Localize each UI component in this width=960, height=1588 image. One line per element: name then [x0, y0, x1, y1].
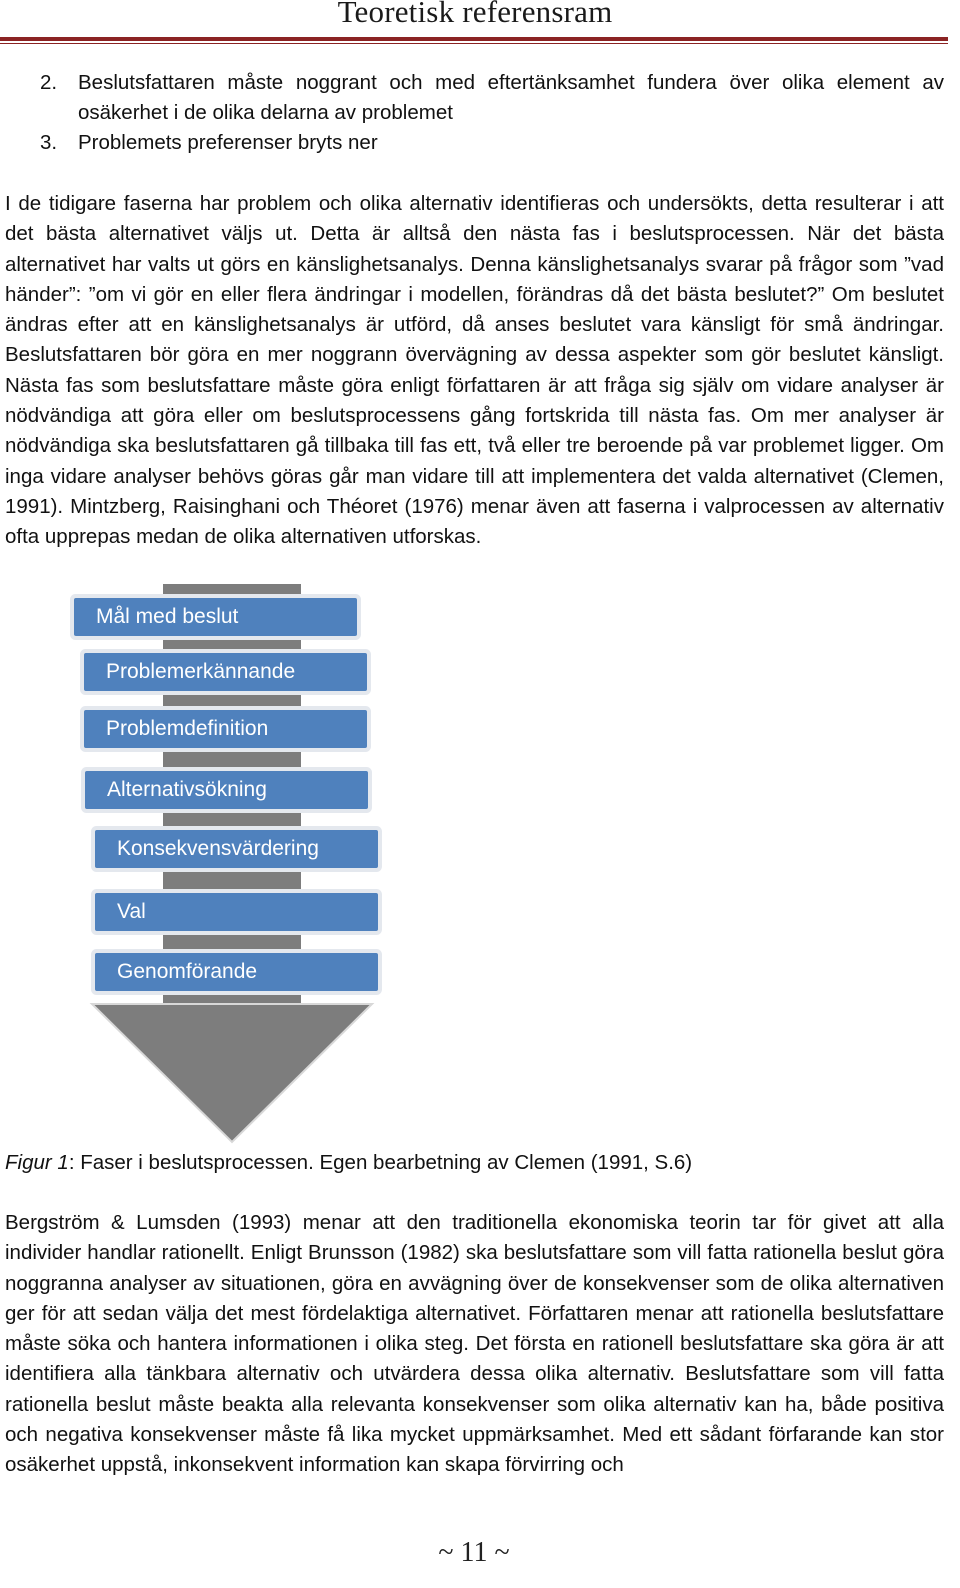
figure-caption-label: Figur 1 — [5, 1151, 69, 1174]
stage-box-choice: Val — [95, 893, 378, 931]
list-item-number: 3. — [40, 131, 58, 154]
stage-box-alternative-search: Alternativsökning — [85, 771, 368, 809]
stage-box-problem-recognition: Problemerkännande — [84, 653, 367, 691]
list-item-text: Problemets preferenser bryts ner — [78, 131, 378, 154]
body-paragraph-1: I de tidigare faserna har problem och olika alternativ identifieras och undersökts, detta resulterar i att det bästa alternativet väljs ut. Detta är alltså den nästa fas i beslutsprocessen. När det bästa alternativet har valts ut görs en känslighetsanalys. Denna känslighetsanalys svarar på frågor som ”vad händer”: ”om vi gör en eller flera ändringar i modellen, förändras då det bästa beslutet?” Om beslutet ändras efter att en känslighetsanalys är utförd, då anses beslutet vara känsligt för små ändringar. Beslutsfattaren bör göra en mer noggrann övervägning av dessa aspekter som gör beslutet känsligt. Nästa fas som beslutsfattare måste göra enligt författaren är att fråga sig själv om vidare analyser är nödvändiga att göra eller om beslutsprocessens gång fortskrida till nästa fas. Om mer analyser är nödvändiga ska beslutsfattaren gå tillbaka till fas ett, två eller tre beroende på var problemet ligger. Om inga vidare analyser behövs göras går man vidare till att implementera det valda alternativet (Clemen, 1991). Mintzberg, Raisinghani och Théoret (1976) menar även att faserna i valprocessen av alternativ ofta upprepas medan de olika alternativen utforskas. — [5, 192, 944, 549]
stage-box-goal: Mål med beslut — [74, 598, 357, 636]
list-item — [0, 68, 944, 128]
page-header-title: Teoretisk referensram — [337, 0, 613, 29]
body-paragraph-2: Bergström & Lumsden (1993) menar att den traditionella ekonomiska teorin tar för givet att alla individer handlar rationellt. Enligt Brunsson (1982) ska beslutsfattare som vill fatta rationella beslut göra noggranna analyser av situationen, göra en avvägning över de konsekvenser som de olika alternativen ger för att sedan välja det mest fördelaktiga alternativet. Författaren menar att rationella beslutsfattare måste söka och hantera informationen i olika steg. Det första en rationell beslutsfattare ska göra är att identifiera alla tänkbara alternativ och utvärdera dessa olika alternativ. Beslutsfattare som vill fatta rationella beslut måste beakta alla relevanta konsekvenser som olika alternativ kan ha, både positiva och negativa konsekvenser måste få lika mycket uppmärksamhet. Med ett sådant förfarande kan stor osäkerhet uppstå, inkonsekvent information kan skapa förvirring och — [5, 1211, 944, 1477]
page-number: ~ 11 ~ — [438, 1537, 510, 1568]
decision-process-diagram — [0, 580, 400, 1150]
figure-caption-text: : Faser i beslutsprocessen. Egen bearbetning av Clemen (1991, S.6) — [68, 1151, 693, 1174]
header-rule-thin — [0, 43, 948, 44]
figure-caption — [5, 1148, 692, 1178]
stage-box-consequence-evaluation: Konsekvensvärdering — [95, 830, 378, 868]
list-item-number: 2. — [40, 71, 58, 94]
numbered-list — [0, 68, 944, 158]
list-item — [0, 128, 944, 158]
header-rule-thick — [0, 37, 948, 41]
stage-box-implementation: Genomförande — [95, 953, 378, 991]
stage-box-problem-definition: Problemdefinition — [84, 710, 367, 748]
list-item-text: Beslutsfattaren måste noggrant och med eftertänksamhet fundera över olika element av osäkerhet i de olika delarna av problemet — [78, 71, 944, 124]
